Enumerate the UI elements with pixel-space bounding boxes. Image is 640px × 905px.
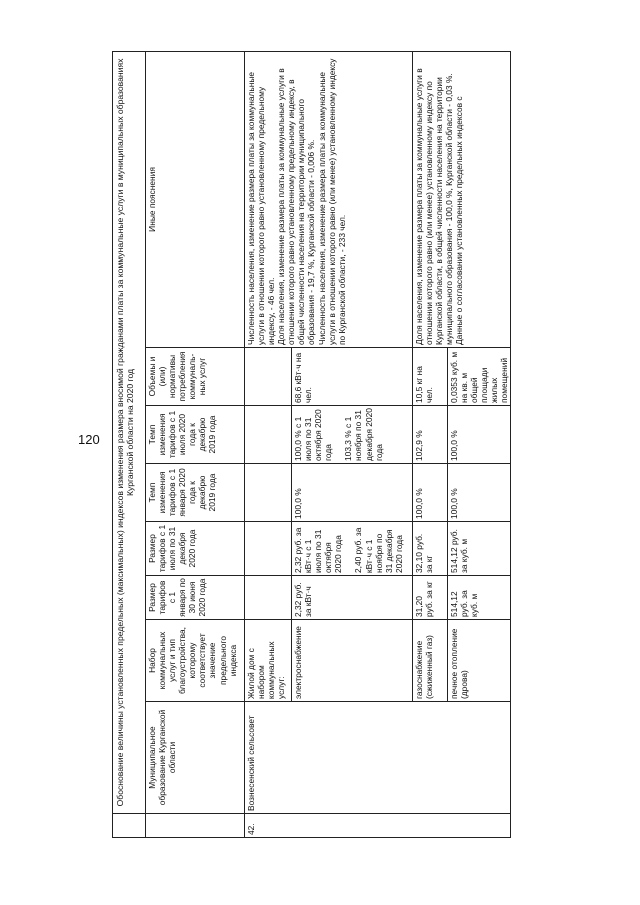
tariff-index-table — [112, 51, 511, 838]
table-title: Обоснование величины установленных предельных (максимальных) индексов изменения размера вносимой гражданами платы за коммунальные услуги в муниципальных образованиях Курганской области на 2020 год — [113, 51, 146, 813]
table-row — [245, 51, 292, 837]
empty-cell — [245, 406, 292, 464]
table-title-row — [113, 51, 146, 837]
rotated-page-content — [112, 52, 510, 838]
rate-jul-wood: 100,0 % — [448, 406, 511, 464]
tariff-jan-gas: 31,20 руб. за кг — [413, 576, 448, 620]
rate-jul-electricity: 100,0 % с 1 июля по 31 октября 2020 года 103,3 % с 1 ноября по 31 декабря 2020 года — [292, 406, 413, 464]
tariff-jan-electricity: 2,32 руб. за кВт·ч — [292, 576, 413, 620]
header-rate-jul: Темп изменения тарифов с 1 июля 2020 года к декабрю 2019 года — [146, 406, 245, 464]
rate-jan-gas: 100,0 % — [413, 464, 448, 522]
header-tariff-jul: Размер тарифов с 1 июля по 31 декабря 2020 года — [146, 522, 245, 576]
header-volume: Объемы и (или) нормативы потребления коммуналь-ных услуг — [146, 348, 245, 406]
empty-cell — [245, 576, 292, 620]
table-num-cell — [113, 814, 146, 838]
rate-jul-gas: 102,9 % — [413, 406, 448, 464]
row-number: 42. — [245, 814, 511, 838]
rate-jan-wood: 100,0 % — [448, 464, 511, 522]
rate-jan-electricity: 100,0 % — [292, 464, 413, 522]
header-rate-jan: Темп изменения тарифов с 1 января 2020 года к декабрю 2019 года — [146, 464, 245, 522]
page-number: 120 — [78, 432, 100, 447]
tariff-jul-wood: 514,12 руб. за куб. м — [448, 522, 511, 576]
tariff-jul-gas: 32,10 руб. за кг — [413, 522, 448, 576]
tariff-jul-electricity: 2,32 руб. за кВт·ч с 1 июля по 31 октября 2020 года 2,40 руб. за кВт·ч с 1 ноября по 31 декабря 2020 года — [292, 522, 413, 576]
header-services: Набор коммунальных услуг и тип благоустройства, которому соответствует значение предельного индекса — [146, 620, 245, 702]
service-electricity: электроснабжение — [292, 620, 413, 702]
service-housing: Жилой дом с набором коммунальных услуг: — [245, 620, 292, 702]
header-notes: Иные пояснения — [146, 51, 245, 347]
rotated-table-area — [112, 52, 510, 838]
volume-gas: 10,5 кг на чел. — [413, 348, 448, 406]
header-tariff-jan: Размер тарифов с 1 января по 30 июня 2020 года — [146, 576, 245, 620]
service-gas: газоснабжение (сжиженный газ) — [413, 620, 448, 702]
mo-name: Вознесенский сельсовет — [245, 702, 511, 814]
tariff-jan-wood: 514,12 руб. за куб. м — [448, 576, 511, 620]
notes-share: Доля населения, изменение размера платы за коммунальные услуги в отношении которого равно (или менее) установленному индексу по Курганской области, в общей численности населения на территории муниципального образования - 100,0 %, Курганской области - 0,03 %. Данные о согласовании установленных предельных индексов с — [413, 51, 511, 347]
header-num — [146, 814, 245, 838]
header-mo: Муниципальное образование Курганской области — [146, 702, 245, 814]
empty-cell — [245, 464, 292, 522]
empty-cell — [245, 348, 292, 406]
header-row — [146, 51, 245, 837]
volume-wood: 0,0353 куб. м на кв. м общей площади жилых помещений — [448, 348, 511, 406]
service-stove-heating: печное отопление (дрова) — [448, 620, 511, 702]
empty-cell — [245, 522, 292, 576]
volume-electricity: 68,6 кВт·ч на чел. — [292, 348, 413, 406]
notes-population: Численность населения, изменение размера платы за коммунальные услуги в отношении которого равно установленному предельному индексу, - 46 чел. Доля населения, изменение размера платы за коммунальные услуги в отношении которого равно установленному предельному индексу, в общей численности населения на территории муниципального образования - 19,7 %, Курганской области - 0,006 %. Численность населения, изменение размера платы за коммунальные услуги в отношении которого равно (или менее) установленному индексу по Курганской области, - 233 чел. — [245, 51, 413, 347]
